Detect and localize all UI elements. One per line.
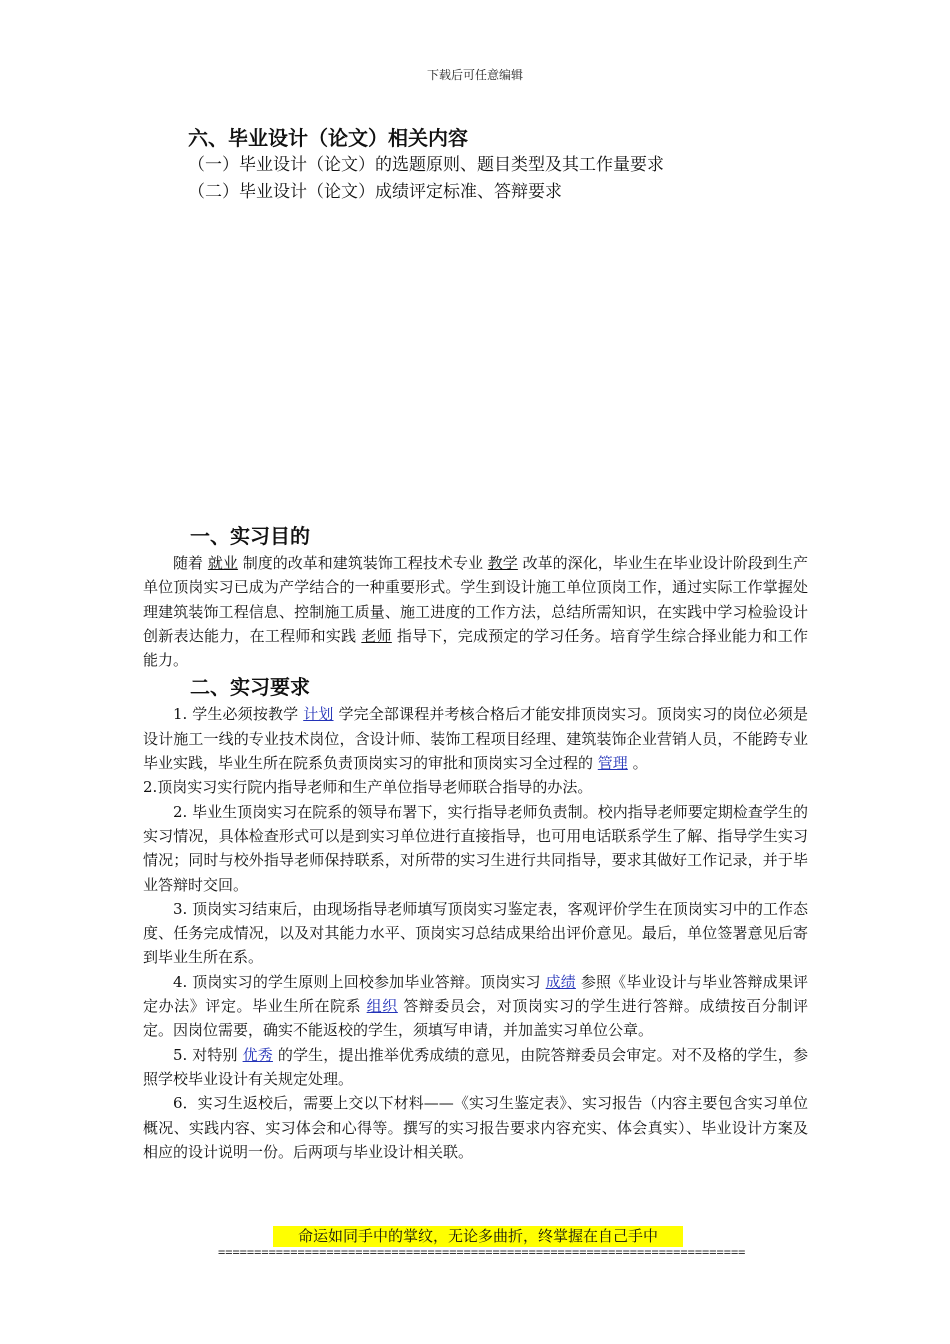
text-run: 5. 对特别 <box>173 1045 238 1064</box>
section-6-title: 六、毕业设计（论文）相关内容 <box>188 126 468 150</box>
link-teacher[interactable]: 老师 <box>361 626 392 645</box>
divider-line: ========================================================================= <box>218 1245 746 1259</box>
text-run: 随着 <box>173 554 204 572</box>
link-excellent[interactable]: 优秀 <box>242 1045 273 1064</box>
section-6-sub-1: （一）毕业设计（论文）的选题原则、题目类型及其工作量要求 <box>188 155 664 175</box>
section-6 <box>188 124 664 206</box>
link-organize[interactable]: 组织 <box>366 997 398 1016</box>
section-1-title: 一、实习目的 <box>190 524 310 548</box>
text-run: 。 <box>632 754 648 773</box>
link-employment[interactable]: 就业 <box>207 554 238 572</box>
text-run: 指导下，完成预定的学习任务。培育学生综合择业能力和工作能力。 <box>143 626 808 670</box>
text-run: 答辩委员会，对顶岗实习的学生进行答辩。成绩按百分制评定。因岗位需要，确实不能返校的学生，须填写申请，并加盖实习单位公章。 <box>143 997 808 1040</box>
link-teaching[interactable]: 教学 <box>487 554 518 572</box>
link-grades[interactable]: 成绩 <box>545 972 576 991</box>
text-run: 的学生，提出推举优秀成绩的意见，由院答辩委员会审定。对不及格的学生，参照学校毕业设计有关规定处理。 <box>143 1045 808 1088</box>
text-run: 参照《毕业设计与毕业答辩成果评定办法》评定。毕业生所在院系 <box>143 972 808 1016</box>
requirement-5 <box>143 970 808 1043</box>
requirement-3: 2. 毕业生顶岗实习在院系的领导布署下，实行指导老师负责制。校内指导老师要定期检查学生的实习情况，具体检查形式可以是到实习单位进行直接指导，也可用电话联系学生了解、指导学生实习情况；同时与校外指导老师保持联系，对所带的实习生进行共同指导，要求其做好工作记录，并于毕业答辩时交回。 <box>143 802 808 894</box>
link-management[interactable]: 管理 <box>597 754 628 773</box>
link-plan[interactable]: 计划 <box>303 705 334 724</box>
section-6-sub-2: （二）毕业设计（论文）成绩评定标准、答辩要求 <box>188 182 562 202</box>
text-run: 4. 顶岗实习的学生原则上回校参加毕业答辩。顶岗实习 <box>173 972 541 991</box>
document-body <box>143 521 808 1164</box>
text-run: 改革的深化，毕业生在毕业设计阶段到生产单位顶岗实习已成为产学结合的一种重要形式。学生到设计施工单位顶岗工作，通过实际工作掌握处理建筑装饰工程信息、控制施工质量、施工进度的工作方法，总结所需知识，在实践中学习检验设计创新表达能力，在工程师和实践 <box>143 554 808 645</box>
header-note: 下载后可任意编辑 <box>426 68 523 82</box>
requirement-7: 6．实习生返校后，需要上交以下材料——《实习生鉴定表》、实习报告（内容主要包含实习单位概况、实践内容、实习体会和心得等。撰写的实习报告要求内容充实、体会真实）、毕业设计方案及相应的设计说明一份。后两项与毕业设计相关联。 <box>143 1094 808 1161</box>
text-run: 制度的改革和建筑装饰工程技术专业 <box>242 554 483 572</box>
text-run: 1. 学生必须按教学 <box>173 705 299 724</box>
section-2-title: 二、实习要求 <box>190 675 310 700</box>
requirement-1 <box>143 702 808 775</box>
text-run: 学完全部课程并考核合格后才能安排顶岗实习。顶岗实习的岗位必须是设计施工一线的专业技术岗位，含设计师、装饰工程项目经理、建筑装饰企业营销人员，不能跨专业毕业实践，毕业生所在院系负责顶岗实习的审批和顶岗实习全过程的 <box>143 705 808 773</box>
requirement-6 <box>143 1043 808 1092</box>
requirement-4: 3. 顶岗实习结束后，由现场指导老师填写顶岗实习鉴定表，客观评价学生在顶岗实习中的工作态度、任务完成情况，以及对其能力水平、顶岗实习总结成果给出评价意见。最后，单位签署意见后寄到毕业生所在系。 <box>143 899 808 967</box>
requirement-2: 2.顶岗实习实行院内指导老师和生产单位指导老师联合指导的办法。 <box>143 778 593 797</box>
section-1-paragraph <box>143 551 808 672</box>
motto-banner: 命运如同手中的掌纹，无论多曲折，终掌握在自己手中 <box>273 1226 683 1247</box>
